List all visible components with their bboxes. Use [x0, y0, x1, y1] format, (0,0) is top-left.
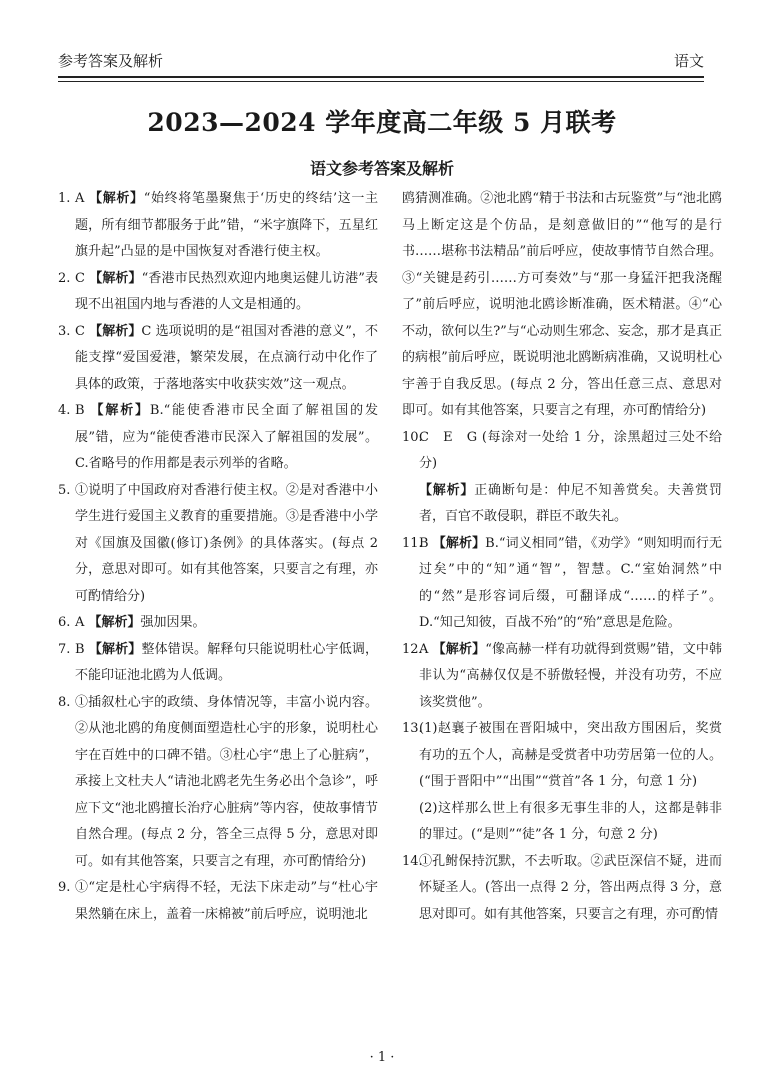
- item-answer: C: [75, 323, 90, 339]
- analysis-tag: 【解析】: [432, 641, 486, 657]
- item-answer: C E G: [419, 429, 482, 445]
- item-answer: B: [419, 535, 433, 551]
- item-number: 9.: [58, 880, 71, 895]
- item-text: (1)赵襄子被围在晋阳城中，突出敌方围困后，奖赏有功的五个人，高赫是受赏者中功劳居第一位的人。(“围于晋阳中”“出围”“赏首”各 1 分，句意 1 分): [419, 721, 722, 789]
- item-number: 3.: [58, 323, 71, 339]
- analysis-tag: 【解析】: [90, 403, 150, 418]
- analysis-tag: 【解析】: [89, 323, 142, 339]
- item-number: 7.: [58, 641, 71, 657]
- item-number: 8.: [58, 694, 71, 710]
- item-number: 5.: [58, 482, 71, 498]
- item-text: ①“定是杜心宇病得不轻，无法下床走动”与“杜心宇果然躺在床上，盖着一床棉被”前后呼应，说明池北: [75, 880, 378, 922]
- item-text: ①说明了中国政府对香港行使主权。②是对香港中小学生进行爱国主义教育的重要措施。③是香港中小学对《国旗及国徽(修订)条例》的具体落实。(每点 2 分，意思对即可。如有其他答案，只要言之有理，亦可酌情给分): [75, 482, 378, 604]
- analysis-tag: 【解析】: [419, 482, 475, 498]
- page-title: 2023—2024 学年度高二年级 5 月联考: [147, 108, 617, 137]
- answer-item: [58, 478, 378, 611]
- item-answer: B: [75, 403, 91, 418]
- item-text: 整体错误。解释句只能说明杜心宇低调，不能印证池北鸥为人低调。: [75, 641, 378, 683]
- item-text: “香港市民热烈欢迎内地奥运健儿访港”表现不出祖国内地与香港的人文是相通的。: [75, 270, 378, 312]
- page-number: · 1 ·: [369, 1050, 395, 1065]
- answer-item: [402, 478, 722, 531]
- item-text: B.“能使香港市民全面了解祖国的发展”错，应为“能使香港市民深入了解祖国的发展”。C.省略号的作用都是表示列举的省略。: [75, 403, 378, 471]
- item-text: “始终将笔墨聚焦于‘历史的终结’这一主题，所有细节都服务于此”错，“米字旗降下，五星红旗升起”凸显的是中国恢复对香港行使主权。: [75, 191, 378, 259]
- answer-item: [58, 690, 378, 876]
- item-text: “像高赫一样有功就得到赏赐”错，文中韩非认为“高赫仅仅是不骄傲轻慢，并没有功劳，不应该奖赏他”。: [419, 641, 722, 710]
- item-number: 11.: [402, 535, 423, 551]
- item-answer: A: [419, 641, 433, 657]
- analysis-tag: 【解析】: [89, 191, 144, 206]
- page-header: [58, 42, 704, 72]
- item-text: ①插叙杜心宇的政绩、身体情况等，丰富小说内容。②从池北鸥的角度侧面塑造杜心宇的形象，说明杜心宇在百姓中的口碑不错。③杜心宇“患上了心脏病”，承接上文杜夫人“请池北鸥老先生务必出个急诊”，呼应下文“池北鸥擅长治疗心脏病”等内容，使故事情节自然合理。(每点 2 分，答全三点得 5 分，意思对即可。如有其他答案，只要言之有理，亦可酌情给分): [75, 694, 378, 869]
- item-answer: C: [75, 270, 90, 286]
- item-number: 14.: [402, 853, 423, 869]
- answer-item: [58, 637, 378, 690]
- item-answer: B: [75, 641, 89, 657]
- item-number: 6.: [58, 615, 71, 630]
- header-rule-thin: [58, 81, 704, 82]
- item-text: (每涂对一处给 1 分，涂黑超过三处不给分): [419, 429, 722, 471]
- answer-item: [402, 186, 722, 425]
- item-number: 12.: [402, 641, 423, 657]
- item-answer: A: [75, 191, 90, 206]
- answer-item: [402, 849, 722, 929]
- answer-item: [402, 716, 722, 796]
- item-answer: A: [75, 615, 89, 630]
- item-text: 强加因果。: [140, 615, 206, 630]
- right-column: [402, 186, 722, 928]
- answer-item: [402, 425, 722, 478]
- answer-item: [58, 875, 378, 928]
- header-rule: [58, 76, 704, 78]
- item-text: B.“词义相同”错，《劝学》“则知明而行无过矣”中的“知”通“智”，智慧。C.“室始洞然”中的“然”是形容词后缀，可翻译成“……的样子”。D.“知己知彼，百战不殆”的“殆”意思是危险。: [419, 535, 722, 630]
- header-left: 参考答案及解析: [58, 52, 164, 70]
- item-number: 2.: [58, 270, 71, 286]
- analysis-tag: 【解析】: [88, 641, 142, 657]
- answer-item: [58, 319, 378, 399]
- item-number: 10.: [402, 429, 423, 445]
- item-text: (2)这样那么世上有很多无事生非的人，这都是韩非的罪过。(“是则”“徒”各 1 分，句意 2 分): [419, 800, 722, 842]
- page-subtitle: 语文参考答案及解析: [309, 159, 454, 178]
- item-text: C 选项说明的是“祖国对香港的意义”，不能支撑“爱国爱港，繁荣发展，在点滴行动中化作了具体的政策，于落地落实中收获实效”这一观点。: [75, 323, 378, 392]
- item-number: 1.: [58, 191, 71, 206]
- analysis-tag: 【解析】: [89, 270, 142, 286]
- answer-item: [402, 531, 722, 637]
- item-text: ①孔鲋保持沉默，不去听取。②武臣深信不疑，进而怀疑圣人。(答出一点得 2 分，答出两点得 3 分，意思对即可。如有其他答案，只要言之有理，亦可酌情: [419, 853, 722, 922]
- answer-item: [58, 266, 378, 319]
- item-text: 鸥猜测准确。②池北鸥“精于书法和古玩鉴赏”与“池北鸥马上断定这是个仿品，是刻意做旧的”“他写的是行书……堪称书法精品”前后呼应，使故事情节自然合理。③“关键是药引……方可奏效”与“那一身猛汗把我浇醒了”前后呼应，说明池北鸥诊断准确，医术精湛。④“心不动，欲何以生?”与“心动则生邪念、妄念，那才是真正的病根”前后呼应，既说明池北鸥断病准确，又说明杜心宇善于自我反思。(每点 2 分，答出任意三点、意思对即可。如有其他答案，只要言之有理，亦可酌情给分): [402, 191, 722, 418]
- answer-item: [58, 398, 378, 478]
- answer-item: [58, 186, 378, 266]
- answer-item: [58, 610, 378, 637]
- analysis-tag: 【解析】: [88, 615, 141, 630]
- item-number: 13.: [402, 721, 423, 736]
- item-text: 正确断句是：仲尼不知善赏矣。夫善赏罚者，百官不敢侵职，群臣不敢失礼。: [419, 482, 722, 524]
- analysis-tag: 【解析】: [432, 535, 486, 551]
- header-right: 语文: [673, 52, 704, 70]
- answer-item: [402, 796, 722, 849]
- item-number: 4.: [58, 403, 71, 418]
- answer-item: [402, 637, 722, 717]
- left-column: [58, 186, 378, 928]
